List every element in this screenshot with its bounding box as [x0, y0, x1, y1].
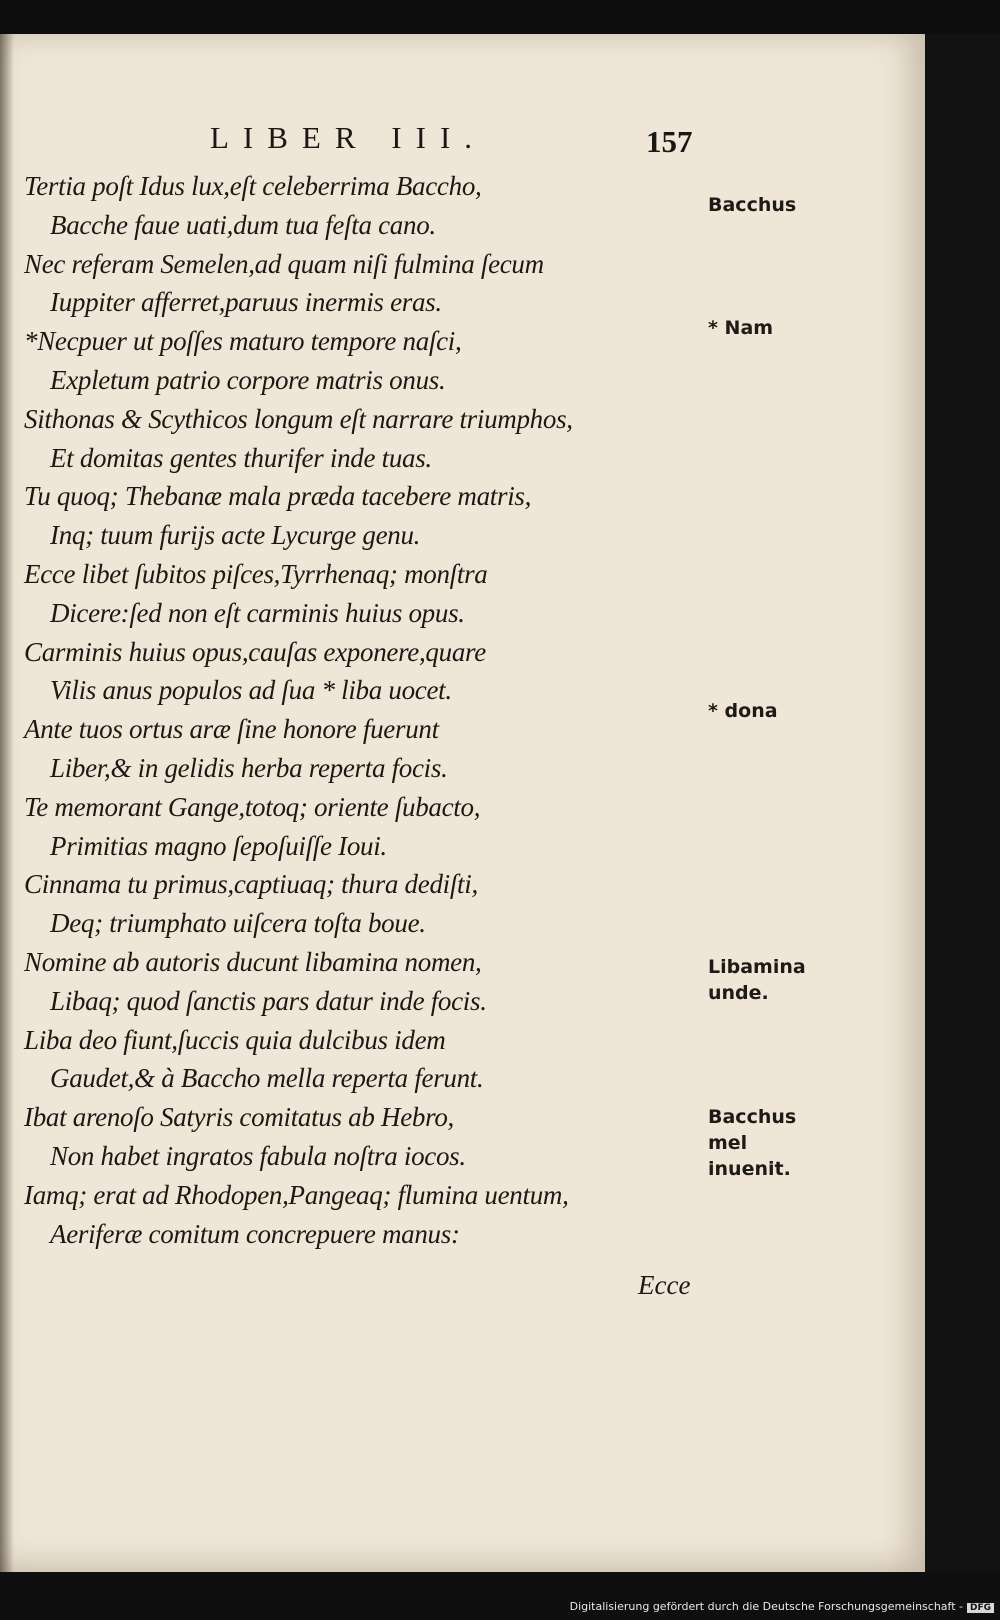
verse-line: Aeriferæ comitum concrepuere manus: [50, 1218, 460, 1249]
verse-line: Tu quoq; Thebanæ mala præda tacebere matris, [24, 481, 532, 512]
verse-line: Ante tuos ortus aræ ſine honore fuerunt [24, 714, 439, 745]
verse-line: Liber,& in gelidis herba reperta focis. [50, 752, 448, 783]
verse-line: Inq; tuum furijs acte Lycurge genu. [50, 520, 421, 551]
verse-line: Deq; triumphato uiſcera toſta boue. [50, 908, 426, 939]
verse-line: Sithonas & Scythicos longum eſt narrare triumphos, [24, 403, 573, 434]
verse-line: Non habet ingratos fabula noſtra iocos. [50, 1140, 466, 1171]
marginal-note-libamina: Libamina unde. [708, 956, 806, 1004]
verse-line: Et domitas gentes thurifer inde tuas. [50, 442, 432, 473]
verse-line: Nomine ab autoris ducunt libamina nomen, [24, 946, 482, 977]
verse-line: Iamq; erat ad Rhodopen,Pangeaq; flumina uentum, [24, 1179, 569, 1210]
verse-line: Liba deo fiunt,ſuccis quia dulcibus idem [24, 1024, 446, 1055]
marginal-note-dona: * dona [708, 700, 778, 722]
digitization-credit [570, 1600, 994, 1613]
marginal-note-bacchus: Bacchus [708, 194, 797, 216]
verse-line: Iuppiter afferret,paruus inermis eras. [50, 287, 442, 318]
running-head: LIBER III. [210, 120, 487, 155]
credit-text: Digitalisierung gefördert durch die Deutsche Forschungsgemeinschaft - [569, 1600, 963, 1613]
spine-shadow [0, 34, 14, 1572]
verse-line: Primitias magno ſepoſuiſſe Ioui. [50, 830, 387, 861]
verse-line: Cinnama tu primus,captiuaq; thura dediſti, [24, 869, 478, 900]
verse-line: Vilis anus populos ad ſua * liba uocet. [50, 675, 452, 706]
verse-line: Expletum patrio corpore matris onus. [50, 364, 446, 395]
verse-line: Bacche faue uati,dum tua feſta cano. [50, 209, 436, 240]
marginal-note-nam: * Nam [708, 317, 774, 339]
scanner-border-top [0, 0, 1000, 34]
verse-line: Nec referam Semelen,ad quam niſi fulmina ſecum [24, 248, 544, 279]
dfg-logo: DFG [967, 1603, 994, 1613]
verse-line: Carminis huius opus,cauſas exponere,quare [24, 636, 486, 667]
verse-line: Ecce libet ſubitos piſces,Tyrrhenaq; monſtra [24, 558, 488, 589]
catchword: Ecce [638, 1270, 691, 1300]
verse-line: Gaudet,& à Baccho mella reperta ferunt. [50, 1063, 484, 1094]
verse-line: Te memorant Gange,totoq; oriente ſubacto, [24, 791, 481, 822]
verse-line: Libaq; quod ſanctis pars datur inde focis. [50, 985, 487, 1016]
verse-line: Ibat arenoſo Satyris comitatus ab Hebro, [24, 1102, 454, 1133]
verse-line: *Necpuer ut poſſes maturo tempore naſci, [24, 326, 462, 357]
verse-line: Dicere:ſed non eſt carminis huius opus. [50, 597, 465, 628]
page-number: 157 [646, 124, 693, 159]
verse-line: Tertia poſt Idus lux,eſt celeberrima Baccho, [24, 171, 482, 201]
marginal-note-bacchus-mel: Bacchus mel inuenit. [708, 1106, 797, 1180]
verse-block [24, 167, 664, 1253]
